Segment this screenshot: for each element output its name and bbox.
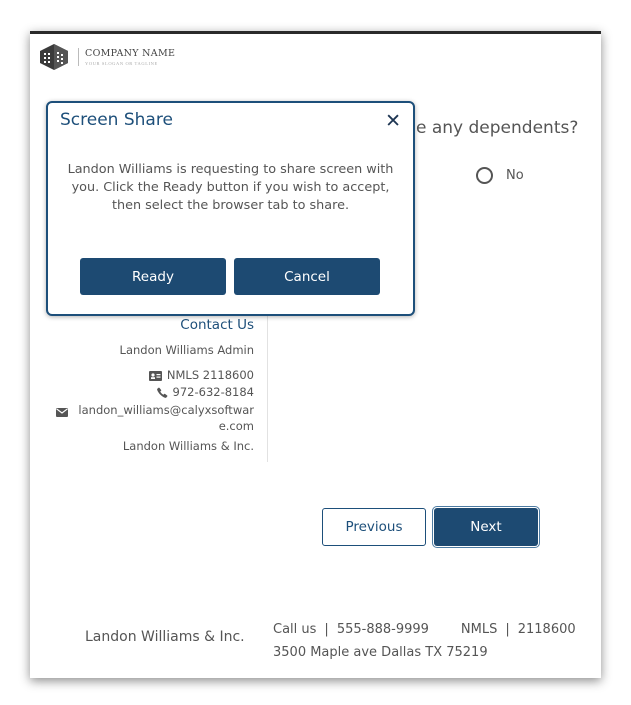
ready-button[interactable]: Ready — [80, 258, 226, 295]
footer-nmls-label: NMLS — [460, 622, 498, 637]
footer-contact-line: Call us | 555-888-9999 NMLS | 2118600 — [273, 622, 576, 637]
footer-nmls-number: 2118600 — [517, 622, 576, 637]
footer-info — [273, 618, 576, 664]
contact-phone[interactable] — [48, 384, 254, 401]
contact-email-text[interactable]: landon_williams@calyxsoftware.com — [78, 403, 254, 433]
contact-nmls — [48, 367, 254, 384]
company-slogan: YOUR SLOGAN OR TAGLINE — [85, 61, 158, 66]
building-logo-icon — [38, 41, 70, 73]
contact-nmls-text: NMLS 2118600 — [166, 368, 254, 382]
cancel-button[interactable]: Cancel — [234, 258, 380, 295]
contact-title: Contact Us — [180, 317, 254, 333]
company-name: COMPANY NAME — [85, 48, 176, 59]
footer-company: Landon Williams & Inc. — [85, 629, 245, 645]
next-button[interactable]: Next — [434, 508, 538, 546]
footer-call-label: Call us — [273, 622, 317, 637]
contact-panel — [48, 317, 254, 454]
dialog-title: Screen Share — [60, 110, 173, 130]
question-text: e any dependents? — [416, 118, 579, 138]
previous-button[interactable]: Previous — [322, 508, 426, 546]
radio-button[interactable] — [476, 167, 493, 184]
vertical-divider — [267, 304, 268, 462]
dialog-message: Landon Williams is requesting to share screen with you. Click the Ready button if you wish to accept, then select the browser tab to share. — [67, 162, 394, 213]
phone-icon — [157, 387, 168, 398]
radio-option-no[interactable] — [476, 167, 524, 184]
close-icon[interactable]: ✕ — [385, 110, 401, 132]
company-logo — [38, 41, 175, 73]
contact-email[interactable] — [48, 402, 254, 434]
id-card-icon — [149, 371, 162, 381]
envelope-icon — [56, 405, 68, 421]
browser-frame — [30, 31, 601, 678]
contact-phone-text[interactable]: 972-632-8184 — [172, 385, 254, 399]
screen-share-dialog — [46, 101, 415, 316]
contact-company: Landon Williams & Inc. — [122, 439, 254, 453]
footer-address: 3500 Maple ave Dallas TX 75219 — [273, 645, 488, 660]
footer-phone[interactable]: 555-888-9999 — [336, 622, 429, 637]
radio-label: No — [506, 168, 524, 183]
contact-name: Landon Williams Admin — [119, 343, 254, 357]
